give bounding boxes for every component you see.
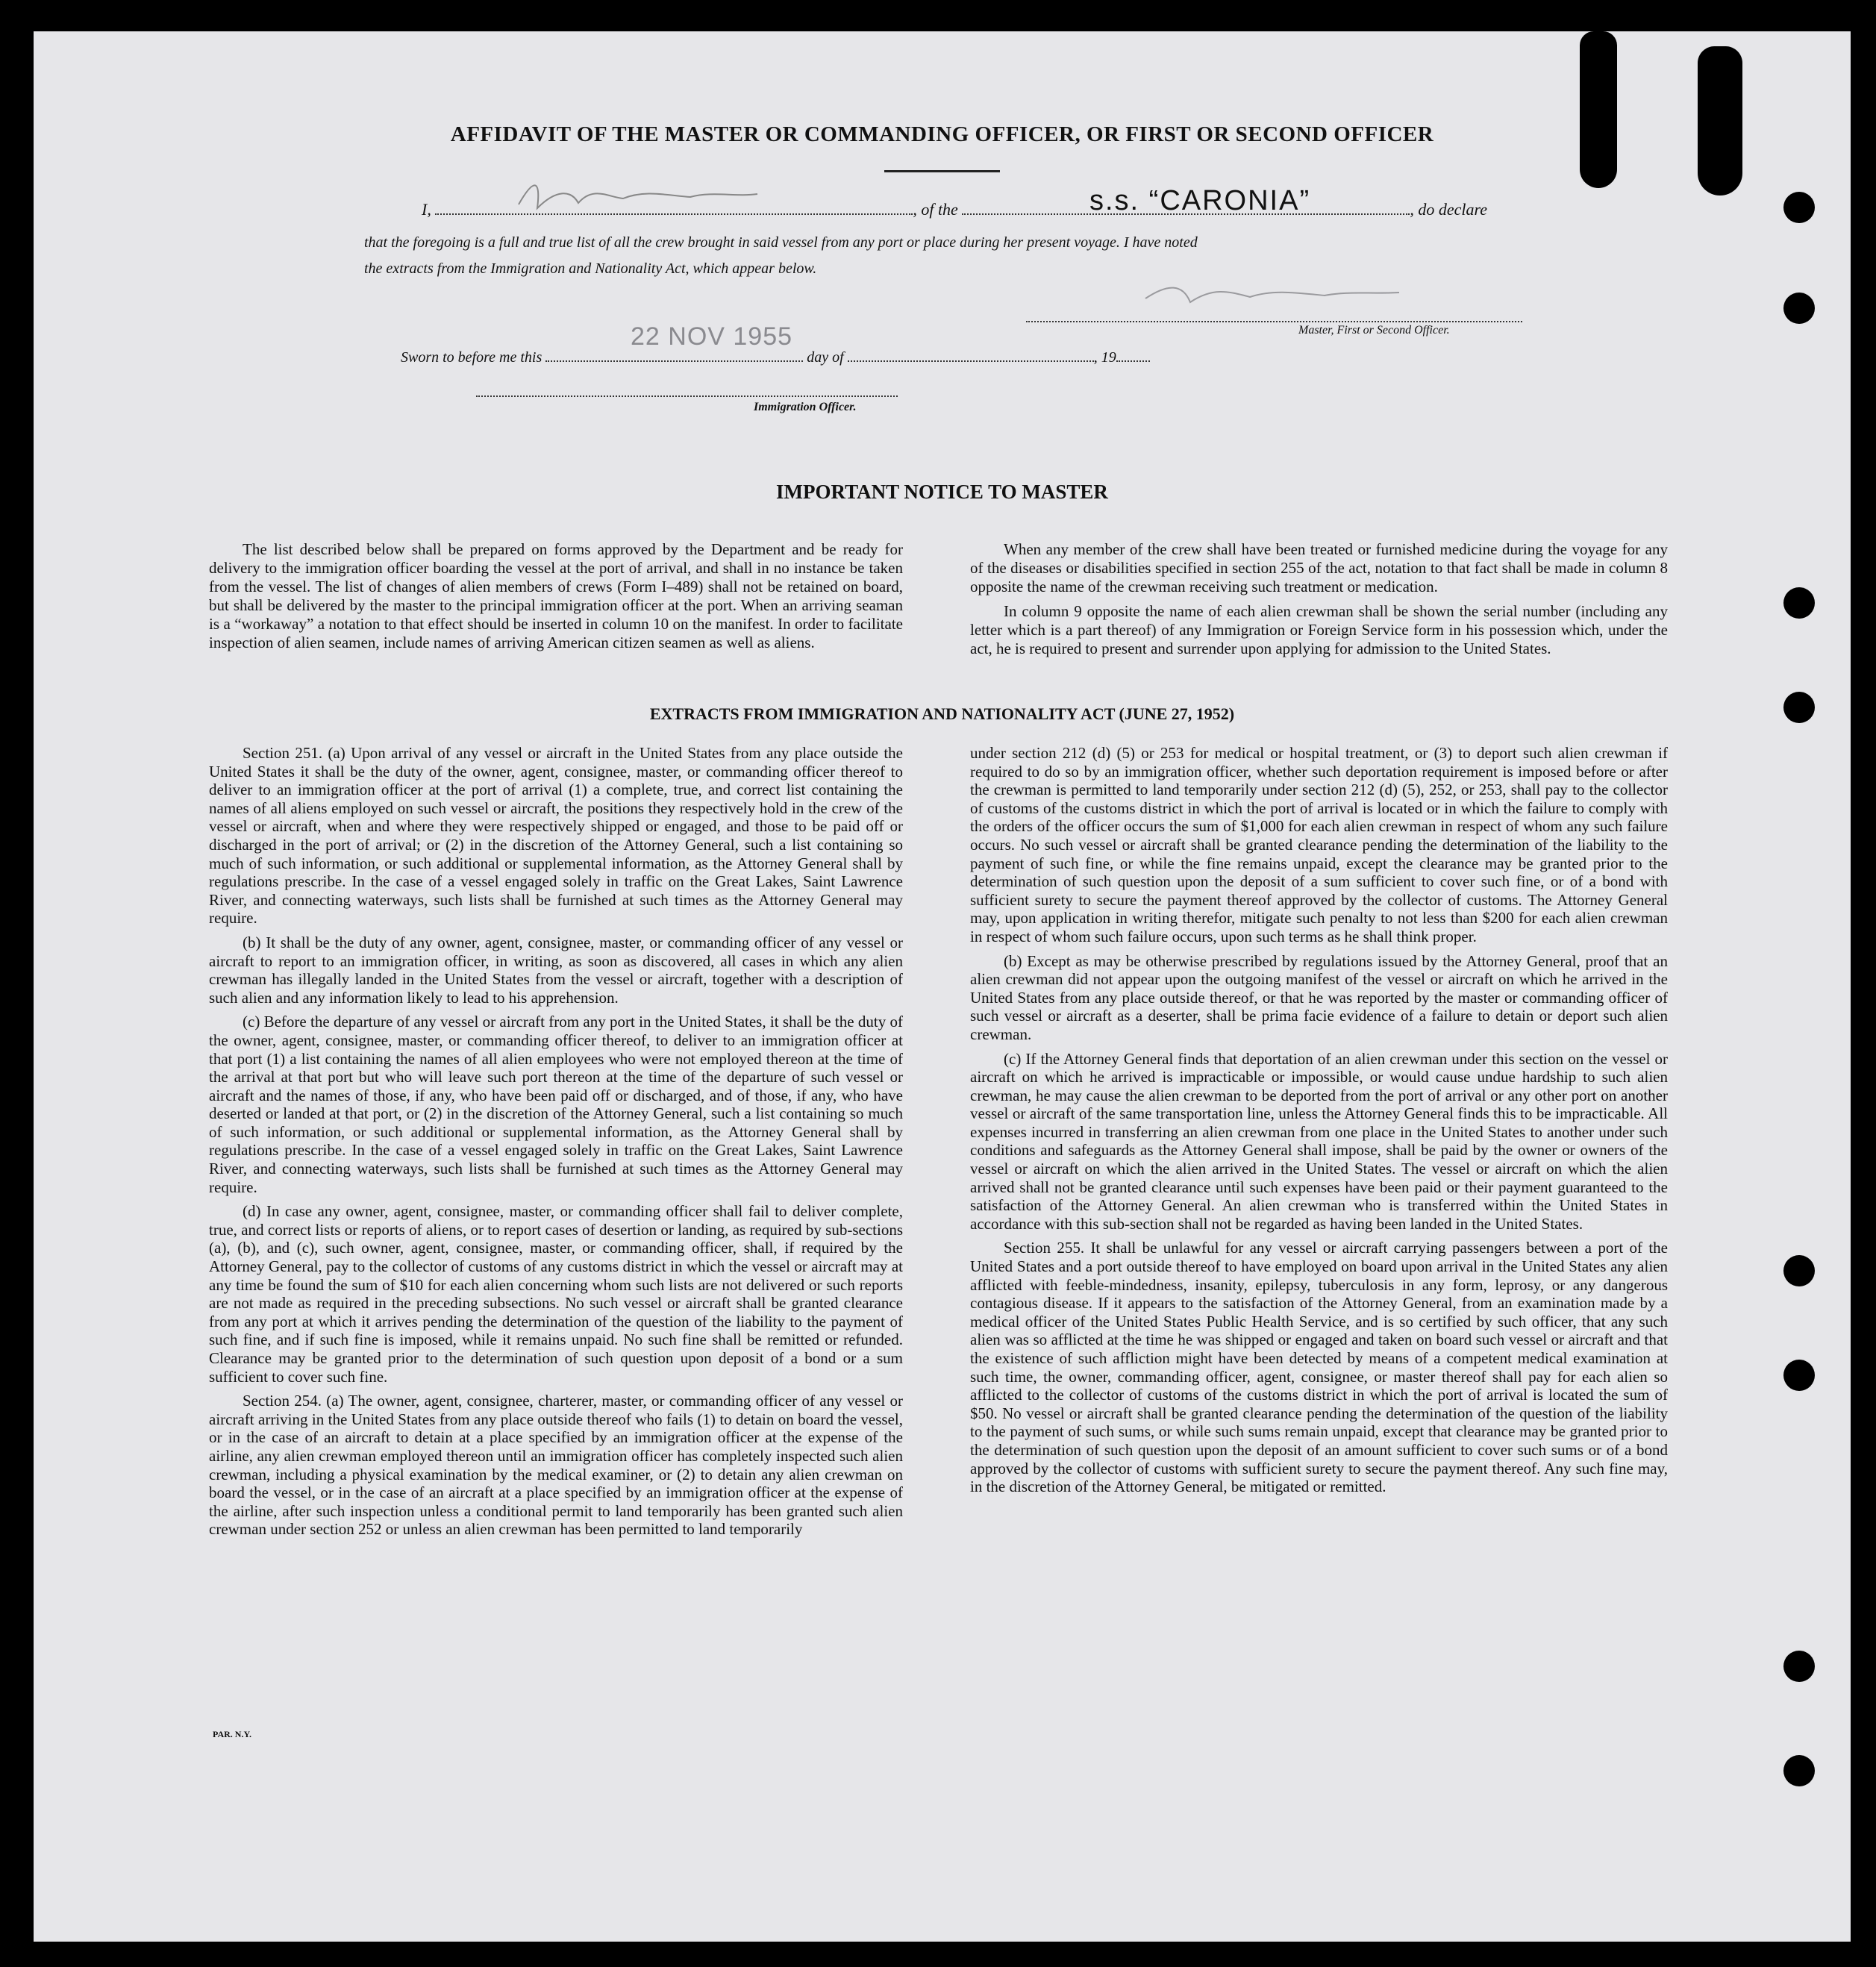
punch-hole <box>1783 192 1815 223</box>
section-251b: (b) It shall be the duty of any owner, agent, consignee, master, or commanding officer of any vessel or aircraft to report to an immigration officer, in writing, as soon as discovered, all cases in which any alien crewman has illegally landed in the United States from the vessel or aircraft, together with a description of such alien and any information likely to lead to his apprehension. <box>209 933 903 1007</box>
section-254c: (c) If the Attorney General finds that deportation of an alien crewman under this section on the vessel or aircraft on which he arrived is impracticable or impossible, or would cause undue hardship to such alien crewman, he may cause the alien crewman to be deported from the port of arrival or any other port on another vessel or aircraft of the same transportation line, unless the Attorney General finds this to be impracticable. All expenses incurred in transferring an alien crewman from one place in the United States to another under such conditions and safeguards as the Attorney General shall impose, shall be paid by the owner or owners of the vessel or aircraft on which the alien arrived in the United States. The vessel or aircraft on which the alien arrived shall not be granted clearance until such expenses have been paid or their payment guaranteed to the satisfaction of the Attorney General. An alien crewman who is transferred within the United States in accordance with this sub-section shall not be regarded as having been landed in the United States. <box>970 1049 1668 1233</box>
ship-name: s.s. “CARONIA” <box>1089 185 1311 216</box>
master-signature-line <box>1026 321 1522 322</box>
declaration-line-1: that the foregoing is a full and true list of all the crew brought in said vessel from any port or place during her present voyage. I have noted <box>364 234 1198 251</box>
date-stamp: 22 NOV 1955 <box>631 322 793 351</box>
extracts-title: EXTRACTS FROM IMMIGRATION AND NATIONALITY ACT (JUNE 27, 1952) <box>649 704 1235 723</box>
notice-right-text-2: In column 9 opposite the name of each alien crewman shall be shown the serial number (including any letter which is a part thereof) of any Immigration or Foreign Service form in his possession which, under the act, he is required to present and surrender upon applying for admission to the United States. <box>970 602 1668 657</box>
affidavit-title: AFFIDAVIT OF THE MASTER OR COMMANDING OFFICER, OR FIRST OR SECOND OFFICER <box>450 122 1434 146</box>
ink-blot <box>1698 46 1742 196</box>
notice-right-column <box>970 540 1668 658</box>
title-rule <box>884 170 1000 172</box>
notice-title: IMPORTANT NOTICE TO MASTER <box>776 481 1108 503</box>
i-label: I, <box>422 200 431 219</box>
section-254a-cont: under section 212 (d) (5) or 253 for medical or hospital treatment, or (3) to deport such alien crewman if required to do so by an immigration officer, whether such deportation requirement is imposed before or after the crewman is permitted to land temporarily under section 212 (d) (5), 252, or 253, shall pay to the collector of customs of the customs district in which the port of arrival is located or in which the failure to comply with the orders of the officer occurs the sum of $1,000 for each alien crewman in respect of whom any such failure occurs. No such vessel or aircraft shall be granted clearance pending the determination of the liability to the payment of such fine, or while the fine remains unpaid, except the clearance may be granted prior to the determination of such question upon the deposit of a sum sufficient to cover such fine, or of a bond with sufficient surety to secure the payment thereof approved by the collector of customs. The Attorney General may, upon application in writing therefor, mitigate such penalty to not less than $200 for each alien crewman in respect of whom such failure occurs, upon such terms as he shall think proper. <box>970 744 1668 945</box>
punch-hole <box>1783 293 1815 324</box>
master-caption: Master, First or Second Officer. <box>1298 324 1450 337</box>
section-254a: Section 254. (a) The owner, agent, consignee, charterer, master, or commanding officer of any vessel or aircraft arriving in the United States from any place outside thereof who fails (1) to detain on board the vessel, or in the case of an aircraft to detain at a place specified by an immigration officer at the expense of the airline, any alien crewman employed thereon until an immigration officer has completely inspected such alien crewman, including a physical examination by the medical examiner, or (2) to detain any alien crewman on board the vessel, or in the case of an aircraft at a place specified by an immigration officer at the expense of the airline, after such inspection unless a conditional permit to land temporarily has been granted such alien crewman under section 252 or unless an alien crewman has been permitted to land temporarily <box>209 1392 903 1539</box>
punch-hole <box>1783 1755 1815 1786</box>
sworn-label: Sworn to before me this <box>401 349 543 366</box>
signature-1 <box>511 175 765 219</box>
of-the-label: , of the <box>913 200 958 219</box>
section-254b: (b) Except as may be otherwise prescribed by regulations issued by the Attorney General, proof that an alien crewman did not appear upon the outgoing manifest of the vessel or aircraft on which he arrived in the United States from any place outside thereof, or that he was reported by the master or commanding officer of such vessel or aircraft as a deserter, shall be prima facie evidence of a failure to detain or deport such alien crewman. <box>970 951 1668 1043</box>
notice-left-text: The list described below shall be prepared on forms approved by the Department and be ready for delivery to the immigration officer boarding the vessel at the port of arrival, and shall in no instance be taken from the vessel. The list of changes of alien members of crews (Form I–489) shall not be retained on board, but shall be delivered by the master to the principal immigration officer at the port. When an arriving seaman is a “workaway” a notation to that effect should be inserted in column 10 on the manifest. In order to facilitate inspection of alien seamen, include names of arriving American citizen seamen as well as aliens. <box>209 540 903 651</box>
section-251a: Section 251. (a) Upon arrival of any vessel or aircraft in the United States from any place outside the United States it shall be the duty of the owner, agent, consignee, master, or commanding officer thereof to deliver to an immigration officer at the port of arrival (1) a complete, true, and correct list containing the names of all aliens employed on such vessel or aircraft, the positions they respectively hold in the crew of the vessel or aircraft, when and where they were respectively shipped or engaged, and those to be paid off or discharged in the port of arrival; or (2) in the discretion of the Attorney General, such a list containing so much of such information, or such additional or supplemental information, as the Attorney General shall by regulations prescribe. In the case of a vessel engaged solely in traffic on the Great Lakes, Saint Lawrence River, and connecting waterways, such lists shall be furnished at such times as the Attorney General may require. <box>209 744 903 928</box>
sworn-month-field[interactable] <box>848 360 1094 362</box>
notice-left-column <box>209 540 903 652</box>
immigration-officer-caption: Immigration Officer. <box>754 401 857 413</box>
immigration-officer-line <box>476 395 898 397</box>
day-of-label: day of <box>807 349 844 366</box>
section-251c: (c) Before the departure of any vessel or aircraft from any port in the United States, it shall be the duty of the owner, agent, consignee, master, or commanding officer thereof, to deliver to an immigration officer at that port (1) a list containing the names of all alien employees who were not employed thereon at the time of the arrival at that port but who will leave such port thereon at the time of the departure of such vessel or aircraft and the names of those, if any, who have been paid off or discharged, and of those, if any, who have deserted or landed at that port, or (2) in the discretion of the Attorney General, such a list containing so much of such information, or such additional or supplemental information, as the Attorney General shall by regulations prescribe. In the case of a vessel engaged solely in traffic on the Great Lakes, Saint Lawrence River, and connecting waterways, such lists shall be furnished at such times as the Attorney General may require. <box>209 1013 903 1196</box>
extracts-right-column <box>970 744 1668 1496</box>
form-sheet <box>34 31 1851 1942</box>
year-field[interactable] <box>1116 360 1150 362</box>
extracts-left-column <box>209 744 903 1539</box>
master-signature <box>1101 276 1414 313</box>
punch-hole <box>1783 1651 1815 1682</box>
declaration-line-2: the extracts from the Immigration and Nationality Act, which appear below. <box>364 260 817 277</box>
year-label: , 19 <box>1093 349 1116 366</box>
sworn-day-field[interactable] <box>545 360 803 362</box>
section-251d: (d) In case any owner, agent, consignee, master, or commanding officer shall fail to deliver complete, true, and correct lists or reports of aliens, or to report cases of desertion or landing, as required by sub-sections (a), (b), and (c), such owner, agent, consignee, master, or commanding officer, shall, if required by the Attorney General, pay to the collector of customs of any customs district in which the vessel or aircraft may at any time be found the sum of $10 for each alien concerning whom such lists are not delivered or such reports are not made as required in the preceding subsections. No such vessel or aircraft shall be granted clearance from any port at which it arrives pending the determination of the question of the liability to the payment of such fine, and if such fine is imposed, while it remains unpaid. No such fine shall be remitted or refunded. Clearance may be granted prior to the determination of such question upon deposit of a bond or a sum sufficient to cover such fine. <box>209 1202 903 1386</box>
punch-hole <box>1783 1360 1815 1391</box>
printer-mark: PAR. N.Y. <box>213 1729 252 1739</box>
ink-blot <box>1580 31 1617 188</box>
notice-right-text-1: When any member of the crew shall have been treated or furnished medicine during the voyage for any of the diseases or disabilities specified in section 255 of the act, notation to that fact shall be made in column 8 opposite the name of the crewman receiving such treatment or medication. <box>970 540 1668 595</box>
punch-hole <box>1783 1255 1815 1286</box>
do-declare-label: , do declare <box>1410 200 1487 219</box>
punch-hole <box>1783 587 1815 619</box>
section-255: Section 255. It shall be unlawful for any vessel or aircraft carrying passengers between a port of the United States and a port outside thereof to have employed on board upon arrival in the United States any alien afflicted with feeble-mindedness, insanity, epilepsy, tuberculosis in any form, leprosy, or any dangerous contagious disease. If it appears to the satisfaction of the Attorney General, from an examination made by a medical officer of the United States Public Health Service, and is so certified by such officer, that any such alien was so afflicted at the time he was shipped or engaged and taken on board such vessel or aircraft and that the existence of such affliction might have been detected by means of a competent medical examination at such time, the owner, commanding officer, agent, consignee, or master thereof shall pay for each alien so afflicted to the collector of customs of the customs district in which the port of arrival is located the sum of $50. No vessel or aircraft shall be granted clearance pending the determination of the question of the liability to the payment of such sums, or while such sums remain unpaid, except that clearance may be granted prior to the determination of such question upon the deposit of an amount sufficient to cover such sums or of a bond approved by the collector of customs with sufficient surety to secure the payment thereof. Any such fine may, in the discretion of the Attorney General, be mitigated or remitted. <box>970 1239 1668 1496</box>
